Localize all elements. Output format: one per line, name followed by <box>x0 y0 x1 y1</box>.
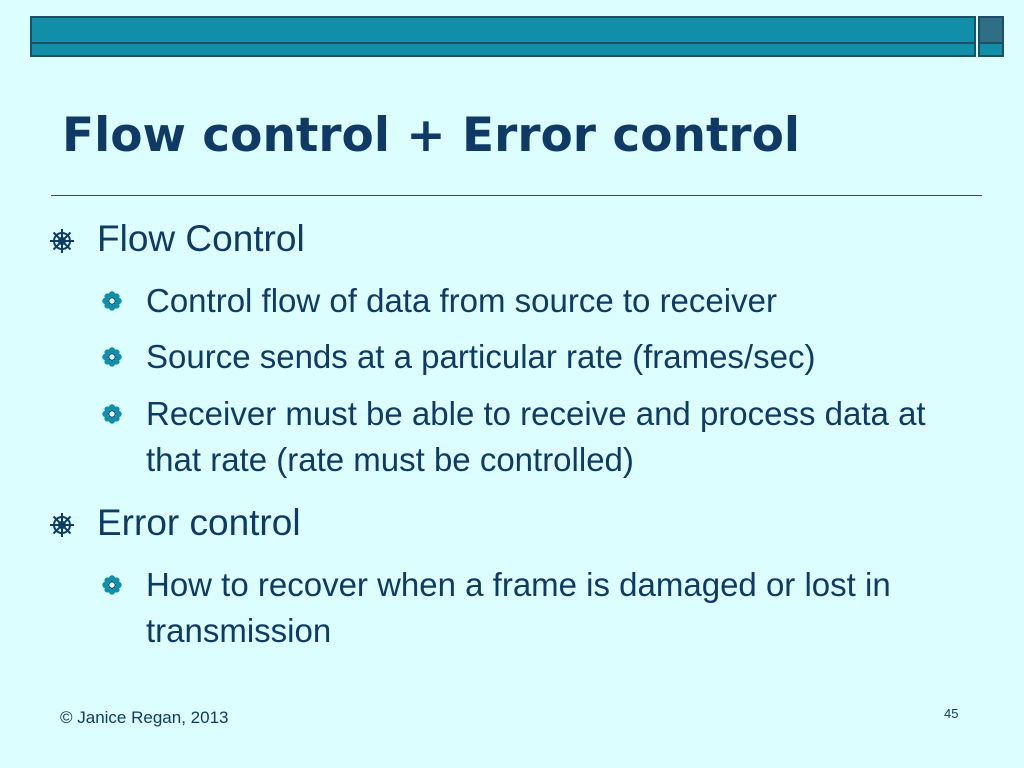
slide-title: Flow control + Error control <box>62 108 801 163</box>
flower-icon <box>102 404 122 424</box>
bullet-error-control: Error control <box>97 502 301 543</box>
flower-icon <box>102 347 122 367</box>
flower-icon <box>102 291 122 311</box>
flower-icon <box>102 575 122 595</box>
bullet-control-flow: Control flow of data from source to receiver <box>146 282 777 319</box>
slide-number: 45 <box>944 706 959 721</box>
ship-wheel-icon <box>48 227 76 255</box>
bullet-flow-control: Flow Control <box>97 218 305 259</box>
bullet-recover-frame: How to recover when a frame is damaged or lost in transmission <box>146 566 891 649</box>
footer-copyright: © Janice Regan, 2013 <box>60 708 229 727</box>
ship-wheel-icon <box>48 511 76 539</box>
bullet-source-rate: Source sends at a particular rate (frames/sec) <box>146 338 816 375</box>
bullet-receiver-process: Receiver must be able to receive and process data at that rate (rate must be controlled) <box>146 395 926 478</box>
